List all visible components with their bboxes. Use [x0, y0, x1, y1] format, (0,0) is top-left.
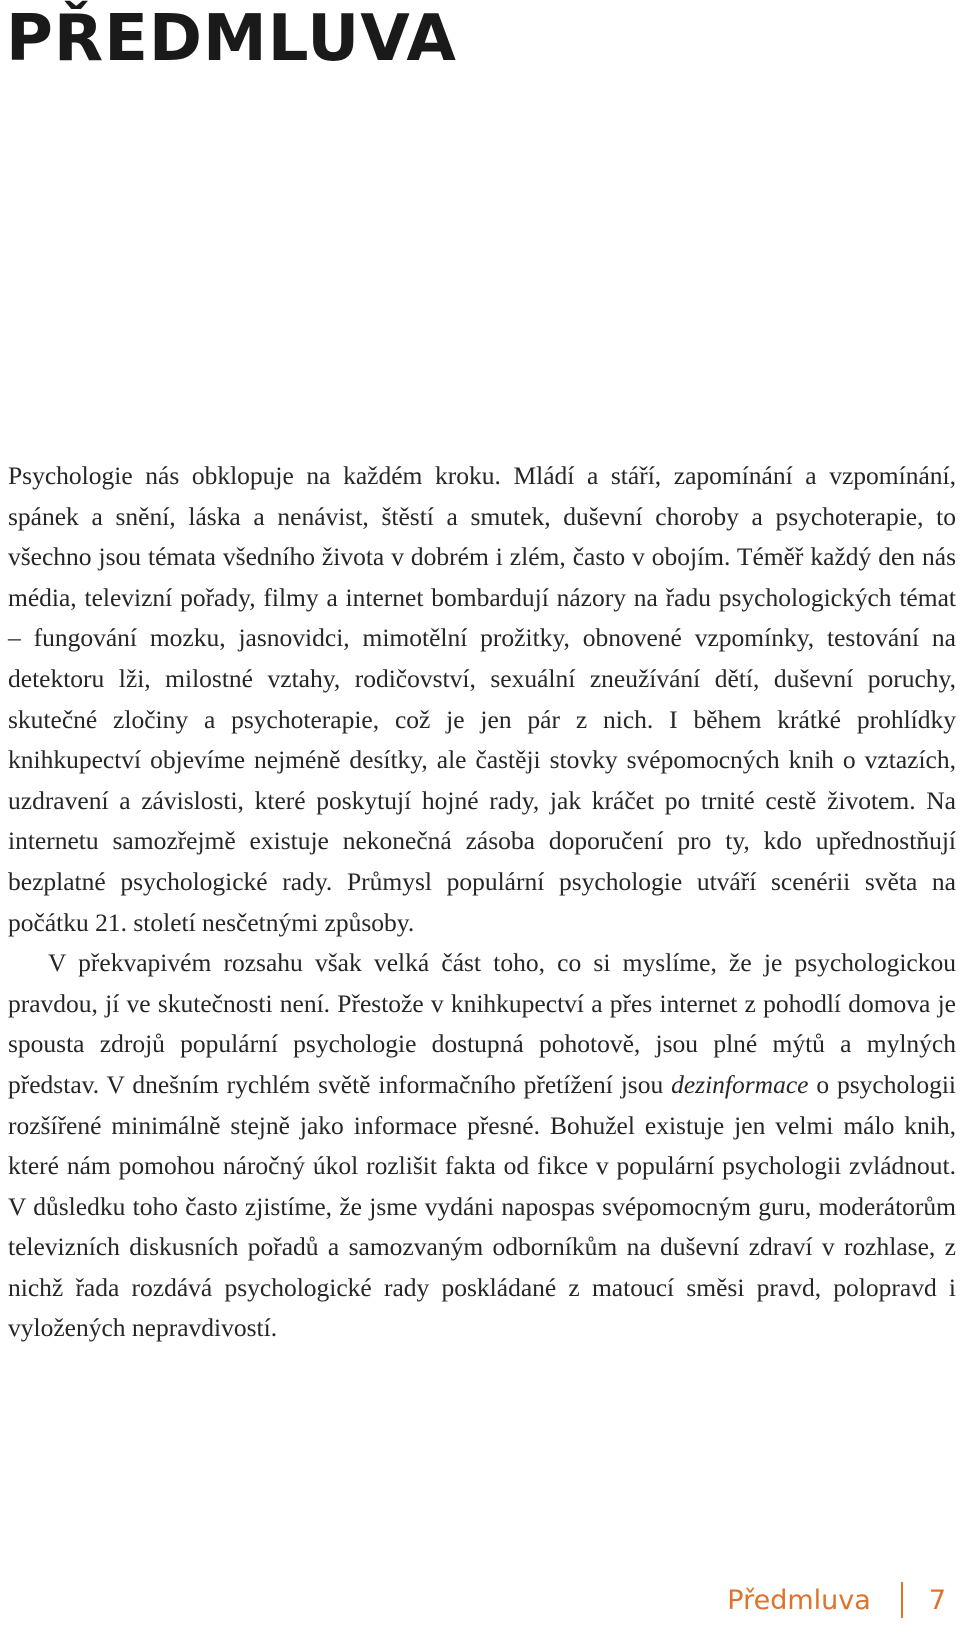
page-title: PŘEDMLUVA	[6, 2, 457, 76]
emphasis-dezinformace: dezinformace	[671, 1069, 809, 1099]
paragraph-2-part-2: o psychologii rozšířené minimálně stejně jako informace přesné. Bohužel existuje jen velmi málo knih, které nám pomohou náročný úkol rozlišit fakta od fikce v populární psychologii zvládnout. V důsledku toho často zjistíme, že jsme vydáni napospas svépomocným guru, moderátorům televizních diskusních pořadů a samozvaným odborníkům na duševní zdraví v rozhlase, z nichž řada rozdává psychologické rady poskládané z matoucí směsi pravd, polopravd i vyložených nepravdivostí.	[8, 1069, 956, 1343]
body-text	[8, 456, 956, 1349]
paragraph-1: Psychologie nás obklopuje na každém kroku. Mládí a stáří, zapomínání a vzpomínání, spánek a snění, láska a nenávist, štěstí a smutek, duševní choroby a psychoterapie, to všechno jsou témata všedního života v dobrém i zlém, často v obojím. Téměř každý den nás média, televizní pořady, filmy a internet bombardují názory na řadu psychologických témat – fungování mozku, jasnovidci, mimotělní prožitky, obnovené vzpomínky, testování na detektoru lži, milostné vztahy, rodičovství, sexuální zneužívání dětí, duševní poruchy, skutečné zločiny a psychoterapie, což je jen pár z nich. I během krátké prohlídky knihkupectví objevíme nejméně desítky, ale častěji stovky svépomocných knih o vztazích, uzdravení a závislosti, které poskytují hojné rady, jak kráčet po trnité cestě životem. Na internetu samozřejmě existuje nekonečná zásoba doporučení pro ty, kdo upřednostňují bezplatné psychologické rady. Průmysl populární psychologie utváří scenérii světa na počátku 21. století nesčetnými způsoby.	[8, 461, 956, 937]
page-number: 7	[928, 1584, 946, 1616]
paragraph-2	[8, 943, 956, 1349]
paragraph-2-part-1: V překvapivém rozsahu však velká část toho, co si myslíme, že je psychologickou pravdou, jí ve skutečnosti není. Přestože v knihkupectví a přes internet z pohodlí domova je spousta zdrojů populární psychologie dostupná pohotově, jsou plné mýtů a mylných představ. V dnešním rychlém světě informačního přetížení jsou	[8, 948, 956, 1099]
page-footer	[727, 1580, 946, 1620]
footer-separator	[901, 1582, 903, 1618]
running-footer-title: Předmluva	[727, 1584, 871, 1616]
